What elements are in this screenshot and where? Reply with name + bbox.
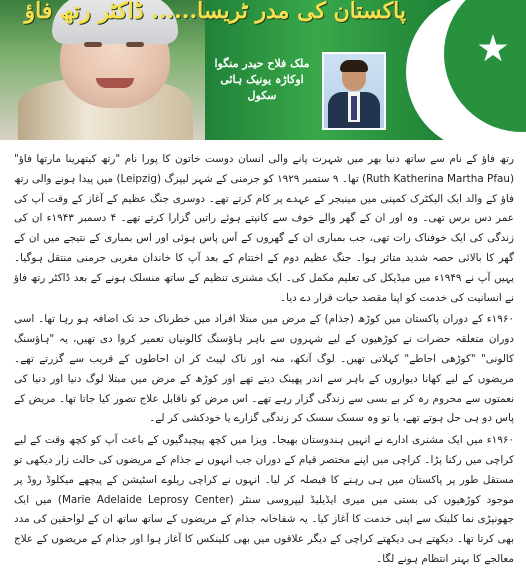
author-photo: [322, 52, 386, 130]
article-paragraph: ۱۹۶۰ء کے دوران پاکستان میں کوڑھ (جذام) کے مرض میں مبتلا افراد میں خطرناک حد تک اضافہ ہو رہا تھا۔ اسی دوران متعلقہ حضرات نے کوڑھیوں کے لیے شہروں سے باہر ہاؤسنگ کالونیاں تعمیر کروا دی تھیں، یہ "ہاؤسنگ کالونی" "کوڑھی احاطے" کہلاتی تھیں۔ لوگ آنکھ، منہ اور ناک لپیٹ کر ان احاطوں کے قریب سے گزرتے تھے۔ مریضوں کے لیے کھانا دیواروں کے باہر سے اندر پھینک دیتے تھے اور کوڑھ کے مرض میں مبتلا لوگ دنیا اور دنیا کی نعمتوں سے محروم رہ کر بے بسی سے زندگی گزار رہے تھے۔ اس مرض کو ناقابل علاج تصور کیا جاتا تھا۔ مریض کے پاس دو ہی حل ہوتے تھے، یا تو وہ سسک سسک کر زندگی گزارے یا خودکشی کر لے۔: [14, 313, 514, 425]
author-school: اوکاڑہ یونیک ہائی سکول: [220, 73, 304, 102]
article-body: [14, 150, 514, 572]
photo-tie: [351, 96, 357, 120]
author-name: ملک فلاح حیدر منگوا: [214, 57, 310, 70]
photo-hair: [340, 60, 368, 72]
portrait-eye-right: [126, 42, 144, 47]
portrait-mouth: [96, 78, 134, 88]
article-paragraph: رتھ فاؤ کے نام سے ساتھ دنیا بھر میں شہرت پانے والی انسان دوست خاتون کا پورا نام "رتھ کیتھرینا مارتھا فاؤ" (Ruth Katherina Martha Pfau) تھا۔ ۹ ستمبر ۱۹۲۹ کو جرمنی کے شہر لیپزگ (Leipzig) میں پیدا ہونے والی رتھ فاؤ کے والد ایک الیکٹرک کمپنی میں مینیجر کے عہدے پر کام کرتے تھے۔ دوسری جنگ عظیم کے آغاز کے وقت آپ کی عمر دس برس تھی۔ وہ اور ان کے گھر والے خوف سے کانپتے ہوئے راتیں گزارا کرتے تھے۔ ۴ دسمبر ۱۹۴۳ء ان کی زندگی کی ایک خوفناک رات تھی، جب بمباری ان کے گھروں کے آس پاس ہوئی اور اس بمباری کے نتیجے میں ان کے گھر کا بالائی حصہ شدید متاثر ہوا۔ جنگ عظیم دوم کے اختتام کے بعد آپ کا خاندان مغربی جرمنی منتقل ہوگیا۔ یہیں آپ نے ۱۹۴۹ء میں میڈیکل کی تعلیم مکمل کی۔ ایک مشنری تنظیم کے ساتھ منسلک ہونے کے بعد ڈاکٹر رتھ فاؤ نے انسانیت کی خدمت کو اپنا مقصد حیات قرار دے دیا۔: [14, 153, 514, 304]
article-paragraph: ۱۹۶۰ء میں ایک مشنری ادارے نے انہیں ہندوستان بھیجا۔ ویزا میں کچھ پیچیدگیوں کے باعث آپ کو کچھ وقت کے لیے کراچی میں رکنا پڑا۔ کراچی میں اپنے مختصر قیام کے دوران جب انہوں نے جذام کے مریضوں کی حالت زار دیکھی تو مستقل طور پر پاکستان میں ہی رہنے کا فیصلہ کر لیا۔ انہوں نے کراچی ریلوے اسٹیشن کے پیچھے میکلوڈ روڈ پر موجود کوڑھیوں کی بستی میں میری ایڈیلیڈ لیپروسی سنٹر (Marie Adelaide Leprosy Center) میں ایک جھونپڑی نما کلینک سے اپنی خدمت کا آغاز کیا۔ یہ شفاخانہ جذام کے مریضوں کے ساتھ ساتھ ان کے لواحقین کی مدد بھی کرتا تھا۔ دیکھتے ہی دیکھتے کراچی کے دیگر علاقوں میں بھی کلینکس کا آغاز ہوا اور جذام کے مریضوں کے علاج معالجے کا بہتر انتظام ہونے لگا۔: [14, 434, 514, 565]
author-credit: [212, 56, 312, 104]
header-banner: [0, 0, 526, 140]
article-title: پاکستان کی مدر ٹریسا...... ڈاکٹر رتھ فاؤ: [24, 0, 406, 24]
portrait-eye-left: [84, 42, 102, 47]
